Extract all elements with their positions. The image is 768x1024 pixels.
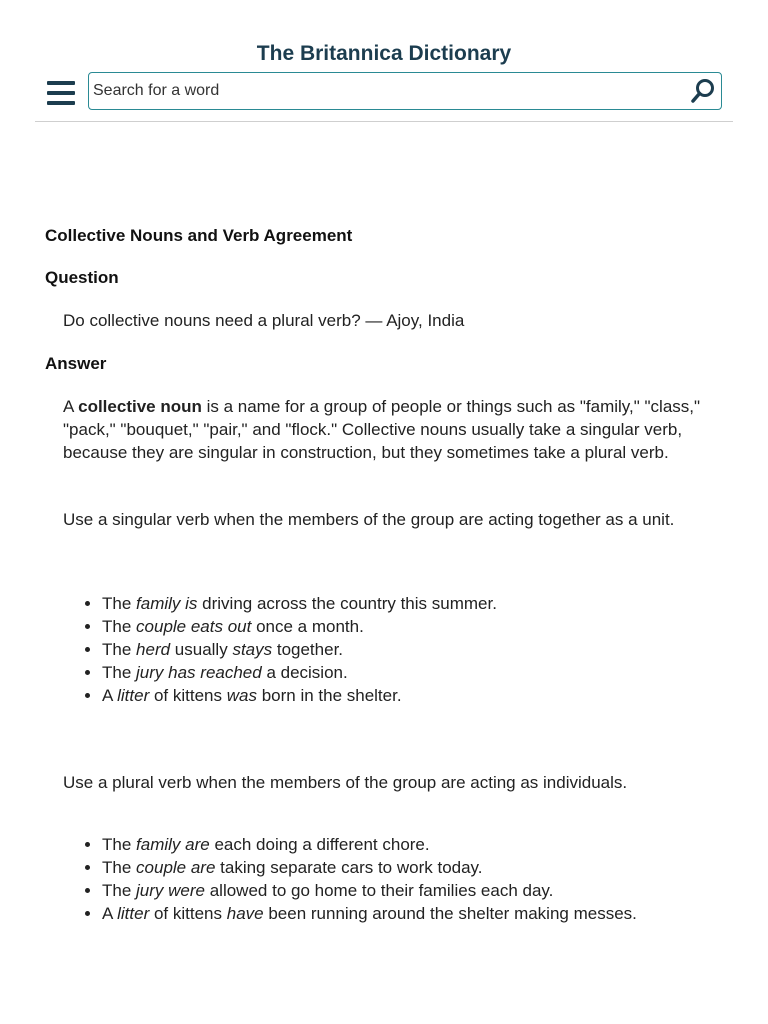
question-text: Do collective nouns need a plural verb? — Ajoy, India — [63, 311, 465, 330]
search-box — [88, 72, 722, 110]
text: is a name for a group of people or things such as "family," "class," "pack," "bouquet," "pair," and "flock." Collective nouns usually take a singular verb, because they are singular in construction, but they sometimes take a plural verb. — [63, 397, 701, 462]
list-item: • The jury were allowed to go home to their families each day. — [102, 879, 742, 902]
menu-bar — [47, 81, 75, 85]
list-item: • The herd usually stays together. — [102, 638, 742, 661]
hamburger-menu-icon[interactable] — [47, 81, 75, 105]
menu-bar — [47, 101, 75, 105]
answer-paragraph — [63, 395, 713, 464]
list-item: • The family is driving across the country this summer. — [102, 592, 742, 615]
article-title: Collective Nouns and Verb Agreement — [45, 226, 353, 245]
plural-examples-list — [63, 833, 742, 925]
list-item: • The jury has reached a decision. — [102, 661, 742, 684]
singular-examples-list — [63, 592, 742, 707]
list-item: • A litter of kittens was born in the shelter. — [102, 684, 742, 707]
plural-intro: Use a plural verb when the members of the group are acting as individuals. — [63, 773, 628, 792]
header-divider — [35, 121, 733, 122]
list-item: • A litter of kittens have been running around the shelter making messes. — [102, 902, 742, 925]
text: A — [63, 397, 79, 416]
answer-label: Answer — [45, 354, 107, 373]
list-item: • The couple are taking separate cars to work today. — [102, 856, 742, 879]
search-icon[interactable] — [689, 77, 717, 105]
question-label: Question — [45, 268, 119, 287]
search-input[interactable] — [93, 73, 673, 109]
site-title[interactable]: The Britannica Dictionary — [256, 42, 512, 65]
singular-intro: Use a singular verb when the members of the group are acting together as a unit. — [63, 510, 675, 529]
term-collective-noun: collective noun — [78, 397, 202, 416]
list-item: • The family are each doing a different chore. — [102, 833, 742, 856]
menu-bar — [47, 91, 75, 95]
list-item: • The couple eats out once a month. — [102, 615, 742, 638]
